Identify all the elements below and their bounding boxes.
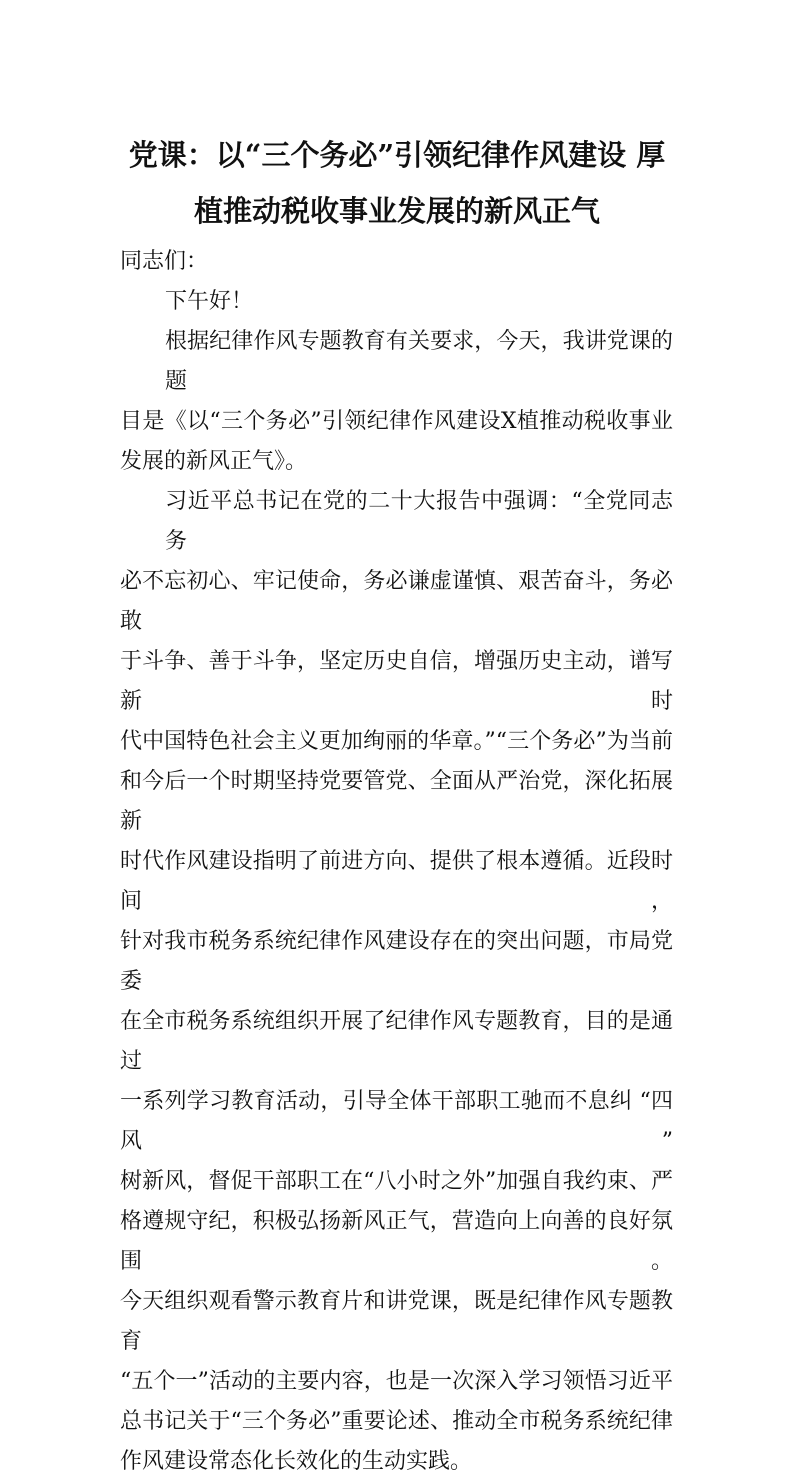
paragraph-line: 时代作风建设指明了前进方向、提供了根本遵循。近段时间， [120, 849, 673, 914]
paragraph-line: 总书记关于“三个务必”重要论述、推动全市税务系统纪律 [120, 1409, 673, 1434]
document-title [100, 127, 694, 239]
paragraph [120, 482, 673, 1482]
paragraph-line: 和今后一个时期坚持党要管党、全面从严治党，深化拓展新 [120, 769, 673, 834]
paragraph-line: 目是《以“三个务必”引领纪律作风建设X植推动税收事业 [120, 409, 673, 434]
paragraph-line: 根据纪律作风专题教育有关要求，今天，我讲党课的题 [165, 329, 673, 394]
paragraph-line: 于斗争、善于斗争，坚定历史自信，增强历史主动，谱写新时 [120, 649, 673, 714]
paragraph-line: 针对我市税务系统纪律作风建设存在的突出问题，市局党委 [120, 929, 673, 994]
document-body [120, 242, 673, 1482]
paragraph-line: 今天组织观看警示教育片和讲党课，既是纪律作风专题教育 [120, 1289, 673, 1354]
paragraph [120, 322, 673, 482]
paragraph-line: 作风建设常态化长效化的生动实践。 [120, 1449, 473, 1474]
title-line: 党课：以“三个务必”引领纪律作风建设 厚 [128, 138, 666, 172]
paragraph-line: 树新风，督促干部职工在“八小时之外”加强自我约束、严 [120, 1169, 673, 1194]
paragraph-line: 代中国特色社会主义更加绚丽的华章。”“三个务必”为当前 [120, 729, 673, 754]
paragraph-line: 发展的新风正气》。 [120, 449, 308, 474]
paragraph-line: 一系列学习教育活动，引导全体干部职工驰而不息纠 “四风” [120, 1089, 673, 1154]
paragraph-line: 必不忘初心、牢记使命，务必谦虚谨慎、艰苦奋斗，务必敢 [120, 569, 673, 634]
paragraph-line: 习近平总书记在党的二十大报告中强调：“全党同志务 [165, 489, 673, 554]
paragraph-line: 格遵规守纪，积极弘扬新风正气，营造向上向善的良好氛围。 [120, 1209, 673, 1274]
paragraph-line: “五个一”活动的主要内容，也是一次深入学习领悟习近平 [120, 1369, 673, 1394]
title-line: 植推动税收事业发展的新风正气 [193, 194, 600, 228]
paragraphs [120, 322, 673, 1482]
greeting: 下午好！ [165, 289, 254, 314]
salutation: 同志们： [120, 249, 209, 274]
paragraph-line: 在全市税务系统组织开展了纪律作风专题教育，目的是通过 [120, 1009, 673, 1074]
